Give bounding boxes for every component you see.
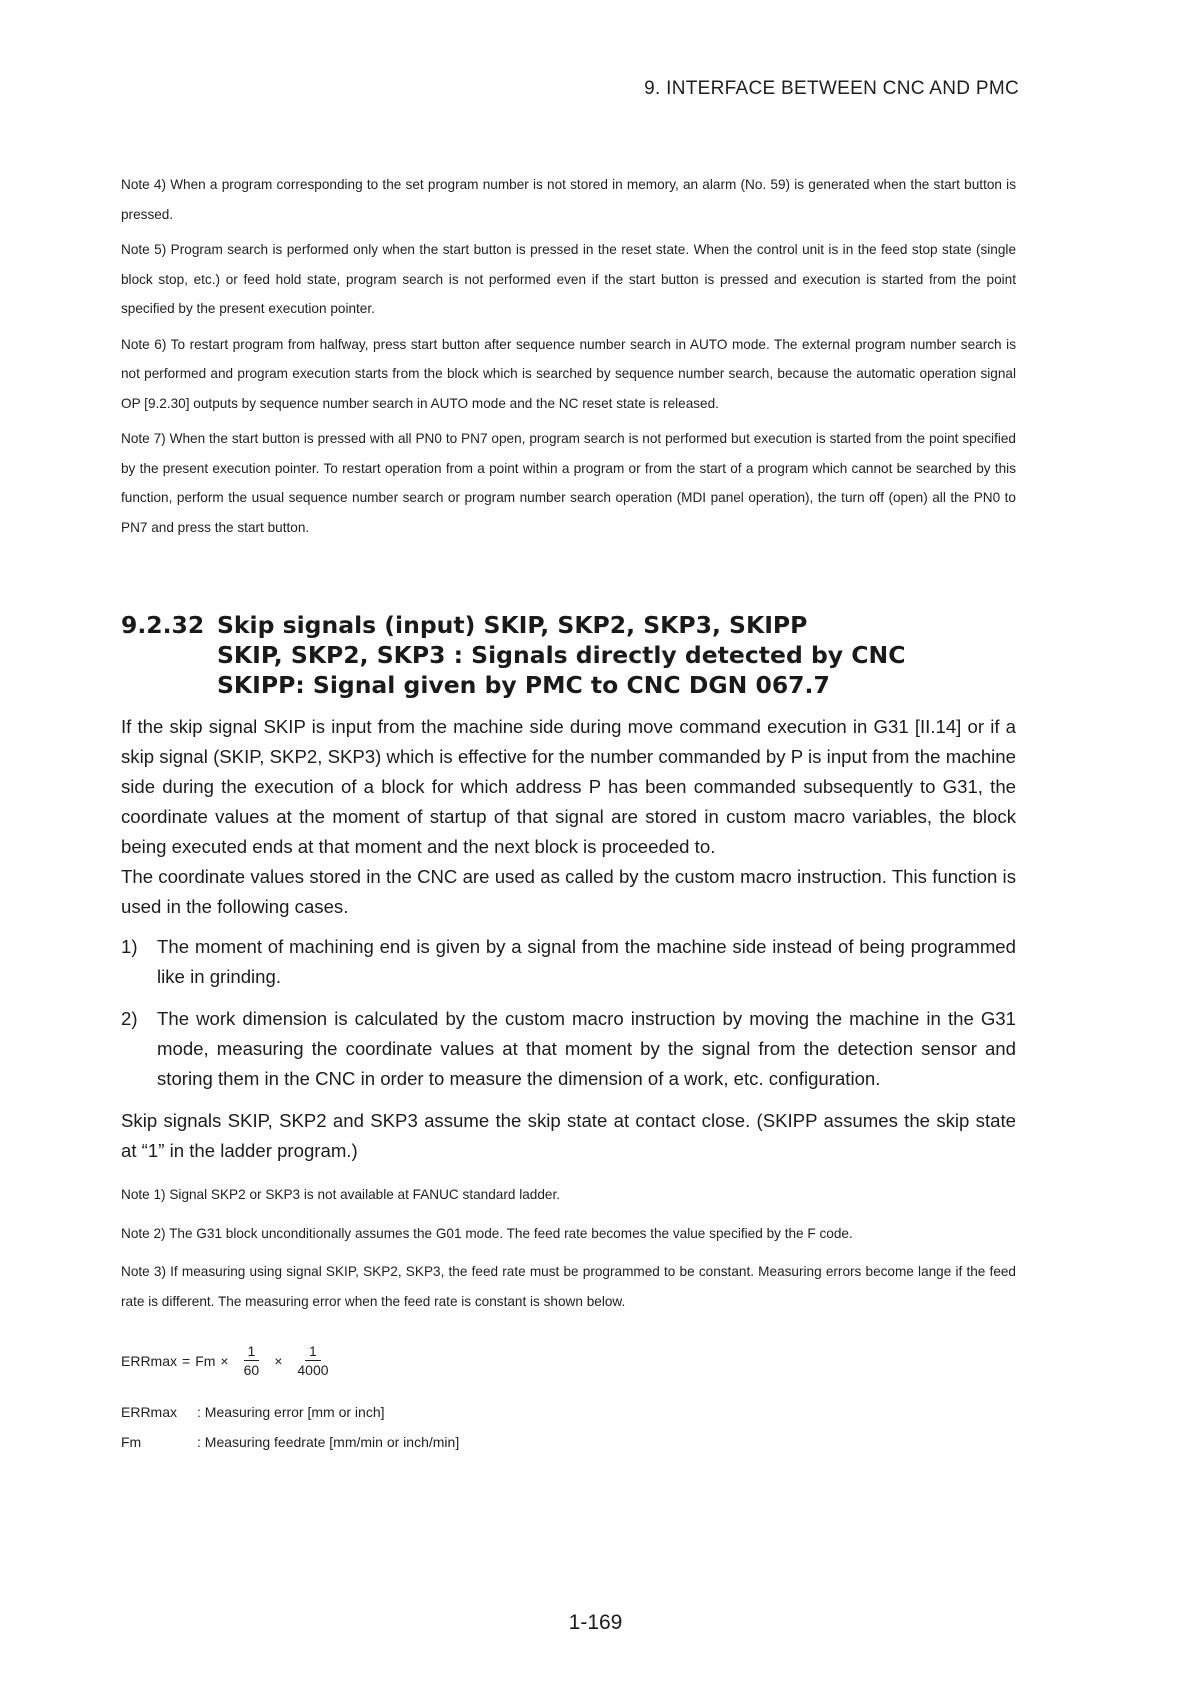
page-number: 1-169 — [568, 1611, 623, 1634]
fraction-1-denominator: 60 — [243, 1362, 260, 1378]
running-header: 9. INTERFACE BETWEEN CNC AND PMC — [644, 78, 1019, 99]
definition-term: Fm — [121, 1434, 142, 1450]
definition-desc: : Measuring error [mm or inch] — [197, 1404, 385, 1420]
definition-row — [121, 1397, 1016, 1427]
body-paragraph-2: The coordinate values stored in the CNC are used as called by the custom macro instruction. This function is used in the following cases. — [121, 866, 1016, 917]
formula-lhs: ERRmax — [121, 1352, 178, 1369]
note-2: Note 2) The G31 block unconditionally assumes the G01 mode. The feed rate becomes the value specified by the F code. — [121, 1225, 853, 1241]
note-6: Note 6) To restart program from halfway, press start button after sequence number search in AUTO mode. The external program number search is not performed and program execution starts from the block which is searched by sequence number search, because the automatic operation signal OP [9.2.30] outputs by sequence number search in AUTO mode and the NC reset state is released. — [121, 336, 1016, 411]
section-title-line-1: Skip signals (input) SKIP, SKP2, SKP3, SKIPP — [217, 611, 808, 639]
list-item — [121, 932, 1016, 992]
list-marker: 2) — [121, 1008, 138, 1029]
body-paragraph-1: If the skip signal SKIP is input from the machine side during move command execution in G31 [II.14] or if a skip signal (SKIP, SKP2, SKP3) which is effective for the number commanded by P is input from the machine side during the execution of a block for which address P has been commanded subsequently to G31, the coordinate values at the moment of startup of that signal are stored in custom macro variables, the block being executed ends at that moment and the next block is proceeded to. — [121, 716, 1016, 857]
fraction-1 — [240, 1342, 264, 1379]
note-1: Note 1) Signal SKP2 or SKP3 is not available at FANUC standard ladder. — [121, 1187, 561, 1202]
list-item-text: The moment of machining end is given by a signal from the machine side instead of being programmed like in grinding. — [157, 936, 1016, 987]
list-item — [121, 1004, 1016, 1094]
definition-term: ERRmax — [121, 1404, 178, 1420]
fraction-2-denominator: 4000 — [297, 1362, 329, 1378]
section-title-line-3: SKIPP: Signal given by PMC to CNC DGN 067.7 — [217, 671, 830, 699]
body-paragraph-3: Skip signals SKIP, SKP2 and SKP3 assume the skip state at contact close. (SKIPP assumes the skip state at “1” in the ladder program.) — [121, 1110, 1016, 1161]
notes-top — [121, 170, 1016, 548]
use-case-list — [121, 932, 1016, 1094]
section-number: 9.2.32 — [121, 611, 205, 639]
fraction-1-numerator: 1 — [244, 1342, 260, 1361]
fraction-2 — [293, 1342, 332, 1379]
formula-equals: = — [182, 1352, 191, 1369]
section-heading — [121, 610, 1021, 700]
error-formula — [121, 1342, 1016, 1379]
fraction-2-numerator: 1 — [305, 1342, 321, 1361]
formula-times-2: × — [274, 1352, 283, 1369]
formula-var: Fm — [195, 1352, 216, 1369]
formula-times-1: × — [220, 1352, 229, 1369]
note-3: Note 3) If measuring using signal SKIP, SKP2, SKP3, the feed rate must be programmed to be constant. Measuring errors become lange if the feed rate is different. The measuring error when the feed rate is constant is shown below. — [121, 1264, 1016, 1309]
note-7: Note 7) When the start button is pressed with all PN0 to PN7 open, program search is not performed but execution is started from the point specified by the present execution pointer. To restart operation from a point within a program or from the start of a program which cannot be searched by this function, perform the usual sequence number search or program number search operation (MDI panel operation), the turn off (open) all the PN0 to PN7 and press the start button. — [121, 431, 1016, 535]
notes-bottom — [121, 1180, 1016, 1316]
section-body — [121, 712, 1016, 1457]
note-4: Note 4) When a program corresponding to the set program number is not stored in memory, an alarm (No. 59) is generated when the start button is pressed. — [121, 177, 1016, 222]
definition-row — [121, 1427, 1016, 1457]
formula-definitions — [121, 1397, 1016, 1457]
list-item-text: The work dimension is calculated by the custom macro instruction by moving the machine in the G31 mode, measuring the coordinate values at that moment by the signal from the detection sensor and storing them in the CNC in order to measure the dimension of a work, etc. configuration. — [157, 1008, 1016, 1089]
definition-desc: : Measuring feedrate [mm/min or inch/min] — [197, 1434, 460, 1450]
list-marker: 1) — [121, 936, 138, 957]
note-5: Note 5) Program search is performed only when the start button is pressed in the reset state. When the control unit is in the feed stop state (single block stop, etc.) or feed hold state, program search is not performed even if the start button is pressed and execution is started from the point specified by the present execution pointer. — [121, 242, 1016, 316]
section-title-line-2: SKIP, SKP2, SKP3 : Signals directly detected by CNC — [217, 641, 906, 669]
